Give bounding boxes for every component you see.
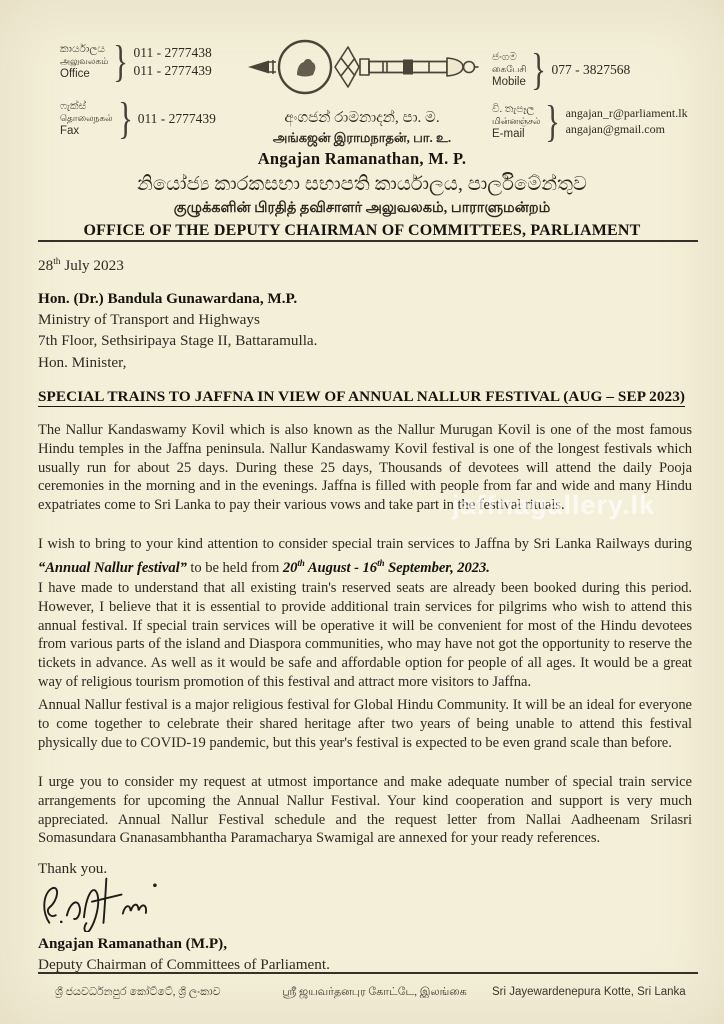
email-label-sinhala: වි. තැපෑල — [492, 103, 535, 115]
handwritten-signature — [36, 872, 196, 932]
date-day: 28 — [38, 257, 54, 275]
letterhead-divider — [38, 240, 698, 242]
salutation: Hon. Minister, — [38, 354, 127, 371]
office-phone-1: 011 - 2777438 — [133, 45, 212, 61]
date-rest: July 2023 — [60, 257, 124, 275]
paragraph-5: I urge you to consider my request at utmost importance and make adequate number of special train service arrangements for upcoming the Annual Nallur Festival. Your kind cooperation and support is very much appreciated. Annual Nallur Festival schedule and the request letter from Nallai Aadheenam Srilasri Somasundara Gnanasambhantha Paramacharya Swamigal are annexed for your ready references. — [38, 774, 692, 847]
email-address-1: angajan_r@parliament.lk — [565, 106, 688, 121]
para2-mid: to be held from — [186, 559, 283, 576]
para2-sup1: th — [297, 557, 305, 568]
department-sinhala: නියෝජ්‍ය කාරකසභා සභාපති කාර්යාලය, පාර්ලිමේන්තුව — [137, 174, 587, 195]
recipient-ministry: Ministry of Transport and Highways — [38, 311, 260, 328]
parliament-mace-icon — [245, 34, 480, 104]
brace-decoration: } — [113, 37, 129, 86]
para2-date-mid: August - 16 — [304, 559, 378, 576]
brace-decoration: } — [117, 94, 133, 143]
department-english: OFFICE OF THE DEPUTY CHAIRMAN OF COMMITTEES, PARLIAMENT — [83, 222, 641, 239]
mobile-number-value: 077 - 3827568 — [551, 62, 631, 78]
para2-sup2: th — [377, 557, 385, 568]
office-label-tamil: அலுவலகம் — [60, 55, 109, 66]
photo-watermark: jaffnagallery.lk — [452, 490, 656, 520]
signer-title: Deputy Chairman of Committees of Parliament. — [38, 956, 330, 973]
fax-label-sinhala: ෆැක්ස් — [60, 100, 87, 112]
mp-name-tamil: அங்கஜன் இராமநாதன், பா. உ. — [272, 130, 452, 145]
department-tamil: குழுக்களின் பிரதித் தவிசாளர் அலுவலகம், பாராளுமன்றம் — [173, 200, 551, 216]
date-suffix: th — [53, 257, 61, 267]
para2-date-end: September, 2023. — [384, 559, 490, 576]
brace-decoration: } — [531, 45, 547, 94]
email-label-tamil: மின்னஞ்சல் — [492, 115, 541, 126]
footer-location-tamil: ஸ்ரீ ஜயவர்தனபுர கோட்டே, இலங்கை — [282, 986, 467, 998]
paragraph-1: The Nallur Kandaswamy Kovil which is also known as the Nallur Murugan Kovil is one of the most famous Hindu temples in the Jaffna peninsula. Nallur Kandaswamy Kovil festival is one of the longest festivals which usually run for about 25 days. During these 25 days, Thousands of devotees will attend the daily Pooja ceremonies in the morning and in the evenings. Jaffna is filled with people from far and wide and many Hindu expatriates come to Sri Lanka to pay their various vows and take part in the festival rituals. — [38, 422, 692, 514]
letter-date — [38, 252, 692, 276]
office-label-sinhala: කාර්යාලය — [60, 43, 105, 55]
footer-location-english: Sri Jayewardenepura Kotte, Sri Lanka — [492, 986, 686, 998]
office-label-english: Office — [60, 68, 90, 80]
office-phone-2: 011 - 2777439 — [133, 63, 212, 78]
para2-lead: I wish to bring to your kind attention to consider special train services to Jaffna by Sri Lanka Railways during — [38, 536, 692, 552]
paragraph-3: I have made to understand that all existing train's reserved seats are already been booked during this period. However, I believe that it is essential to provide additional train services for pilgrims who wish to attend this annual festival. If special train services will be operative it will be convenient for most of the Hindu devotees from various parts of the island and Diaspora communities, who may have not got the opportunity to reserve the tickets in advance. As well as it would be safe and affordable option for people of all ages. It would be a great way of religious tourism promotion of this festival and attract more visitors to Jaffna. — [38, 580, 692, 690]
paragraph-2 — [38, 535, 692, 577]
footer-location-sinhala: ශ්‍රී ජයවර්ධනපුර කෝට්ටේ, ශ්‍රී ලංකාව — [55, 986, 221, 998]
fax-label-english: Fax — [60, 125, 80, 137]
closing-thank-you: Thank you. — [38, 860, 108, 877]
mobile-label-english: Mobile — [492, 76, 526, 88]
para2-date-start: 20 — [282, 559, 298, 576]
fax-number-value: 011 - 2777439 — [137, 111, 216, 127]
fax-label-tamil: தொலைநகல் — [60, 112, 113, 123]
mp-name-sinhala: අංගජන් රාමනාදන්, පා. ම. — [284, 110, 440, 126]
footer-divider — [38, 972, 698, 974]
recipient-address: 7th Floor, Sethsiripaya Stage II, Battaramulla. — [38, 332, 318, 349]
mobile-label-sinhala: ජංගම — [492, 51, 517, 63]
para2-festival-name: “Annual Nallur festival” — [38, 559, 187, 576]
email-label-english: E-mail — [492, 128, 525, 140]
signer-block — [38, 933, 692, 975]
brace-decoration: } — [545, 97, 561, 146]
subject-block — [38, 386, 692, 407]
recipient-name: Hon. (Dr.) Bandula Gunawardana, M.P. — [38, 290, 298, 307]
subject-line: SPECIAL TRAINS TO JAFFNA IN VIEW OF ANNUAL NALLUR FESTIVAL (AUG – SEP 2023) — [38, 388, 686, 405]
email-address-2: angajan@gmail.com — [565, 122, 665, 136]
paragraph-4: Annual Nallur festival is a major religious festival for Global Hindu Community. It will be an ideal for everyone to come together to celebrate their shared heritage after two years of being unable to attend this festival physically due to COVID-19 pandemic, but this year's festival is expected to be even grand scale than before. — [38, 697, 692, 751]
signer-name: Angajan Ramanathan (M.P), — [38, 935, 228, 952]
mobile-label-tamil: கைபேசி — [492, 63, 527, 74]
letterhead-center — [0, 34, 724, 240]
mp-name-english: Angajan Ramanathan, M. P. — [257, 149, 467, 168]
recipient-block — [38, 288, 692, 351]
